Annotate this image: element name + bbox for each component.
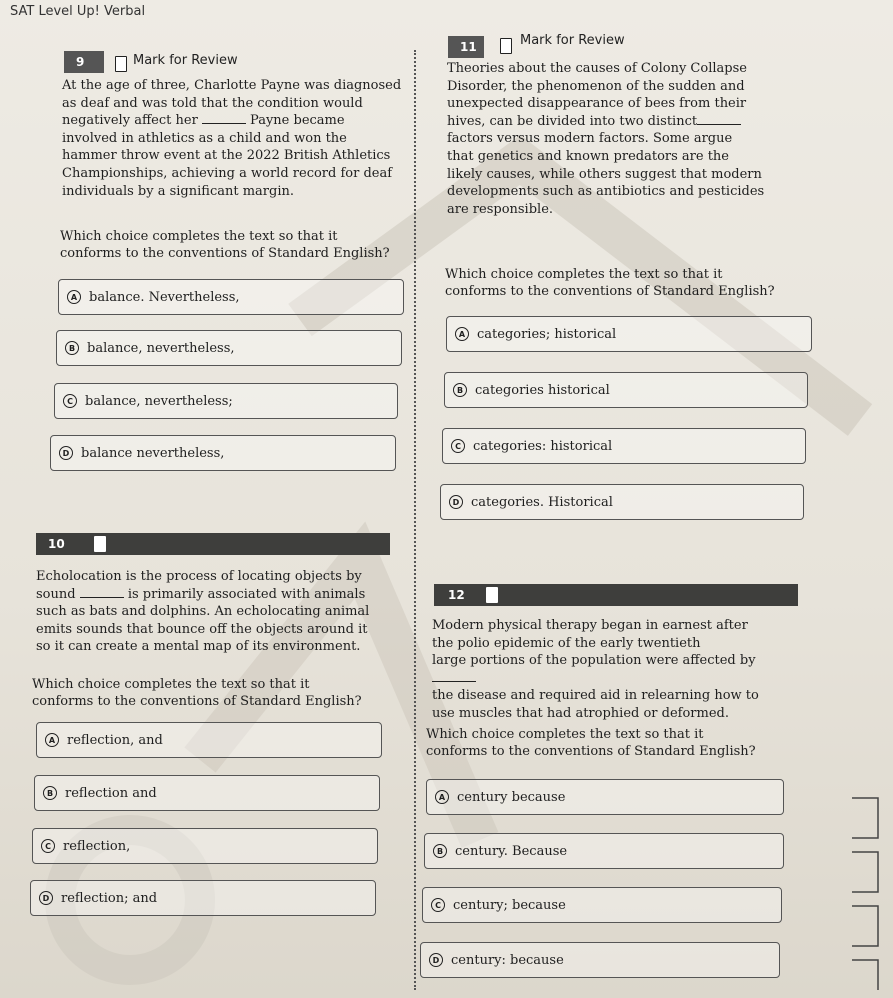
- choice-letter-d-icon: D: [449, 495, 463, 509]
- q11-passage: Theories about the causes of Colony Collapse Disorder, the phenomenon of the sudden and unexpected disappearance of bees from their hives, can be divided into two distinct factors versus modern factors. Some argue that genetics and known predators are the likely causes, while others suggest that modern developments such as antibiotics and pesticides are responsible.: [447, 61, 765, 217]
- q10-question: Which choice completes the text so that it conforms to the conventions of Standard English?: [32, 677, 362, 709]
- q10-choice-b[interactable]: B reflection and: [34, 775, 380, 811]
- page-header: SAT Level Up! Verbal: [10, 4, 146, 19]
- q9-question: Which choice completes the text so that it conforms to the conventions of Standard English?: [60, 229, 390, 261]
- choice-letter-c-icon: C: [451, 439, 465, 453]
- q12-choice-b[interactable]: B century. Because: [424, 833, 784, 869]
- q10-choice-c[interactable]: C reflection,: [32, 828, 378, 864]
- bookmark-icon[interactable]: [486, 587, 498, 603]
- q11-number: 11: [460, 40, 477, 54]
- q9-choice-a[interactable]: A balance. Nevertheless,: [58, 279, 404, 315]
- q10-choice-d[interactable]: D reflection; and: [30, 880, 376, 916]
- q11-choice-c[interactable]: C categories: historical: [442, 428, 806, 464]
- q11-choice-d[interactable]: D categories. Historical: [440, 484, 804, 520]
- choice-letter-d-icon: D: [429, 953, 443, 967]
- q10-choice-a[interactable]: A reflection, and: [36, 722, 382, 758]
- q10-passage: Echolocation is the process of locating objects by sound is primarily associated with animals such as bats and dolphins. An echolocating animal emits sounds that bounce off the objects around it so it can create a mental map of its environment.: [36, 569, 370, 655]
- q11-mark-for-review[interactable]: Mark for Review: [520, 33, 625, 48]
- choice-letter-c-icon: C: [41, 839, 55, 853]
- choice-letter-a-icon: A: [435, 790, 449, 804]
- bookmark-icon[interactable]: [94, 536, 106, 552]
- q9-mark-for-review[interactable]: Mark for Review: [133, 53, 238, 68]
- q11-question: Which choice completes the text so that it conforms to the conventions of Standard English?: [445, 267, 775, 299]
- choice-letter-a-icon: A: [45, 733, 59, 747]
- q12-choice-c[interactable]: C century; because: [422, 887, 782, 923]
- choice-letter-c-icon: C: [431, 898, 445, 912]
- choice-letter-d-icon: D: [39, 891, 53, 905]
- q12-question: Which choice completes the text so that it conforms to the conventions of Standard English?: [426, 727, 756, 759]
- q12-choice-a[interactable]: A century because: [426, 779, 784, 815]
- q9-number: 9: [76, 55, 85, 69]
- q10-number: 10: [48, 537, 65, 551]
- q9-choice-d[interactable]: D balance nevertheless,: [50, 435, 396, 471]
- q12-header-bar: [434, 584, 798, 606]
- q11-number-box: [448, 36, 484, 58]
- q9-choice-b[interactable]: B balance, nevertheless,: [56, 330, 402, 366]
- q12-choice-d[interactable]: D century: because: [420, 942, 780, 978]
- choice-letter-b-icon: B: [453, 383, 467, 397]
- choice-letter-b-icon: B: [433, 844, 447, 858]
- column-divider: [414, 50, 416, 990]
- choice-letter-c-icon: C: [63, 394, 77, 408]
- q11-choice-b[interactable]: B categories historical: [444, 372, 808, 408]
- choice-letter-b-icon: B: [43, 786, 57, 800]
- q11-choice-a[interactable]: A categories; historical: [446, 316, 812, 352]
- bookmark-icon[interactable]: [115, 56, 127, 72]
- choice-letter-b-icon: B: [65, 341, 79, 355]
- choice-letter-d-icon: D: [59, 446, 73, 460]
- q10-header-bar: [36, 533, 390, 555]
- bookmark-icon[interactable]: [500, 38, 512, 54]
- q9-number-box: [64, 51, 104, 73]
- q9-choice-c[interactable]: C balance, nevertheless;: [54, 383, 398, 419]
- q9-passage: At the age of three, Charlotte Payne was diagnosed as deaf and was told that the condition would negatively affect her Payne became involved in athletics as a child and won the hammer throw event at the 2022 British Athletics Championships, achieving a world record for deaf individuals by a significant margin.: [62, 78, 402, 199]
- q12-number: 12: [448, 588, 465, 602]
- q12-passage: Modern physical therapy began in earnest after the polio epidemic of the early twentieth large portions of the population were affected by the disease and required aid in relearning how to use muscles that had atrophied or deformed.: [432, 618, 759, 721]
- choice-letter-a-icon: A: [455, 327, 469, 341]
- margin-brackets: [846, 780, 892, 990]
- choice-letter-a-icon: A: [67, 290, 81, 304]
